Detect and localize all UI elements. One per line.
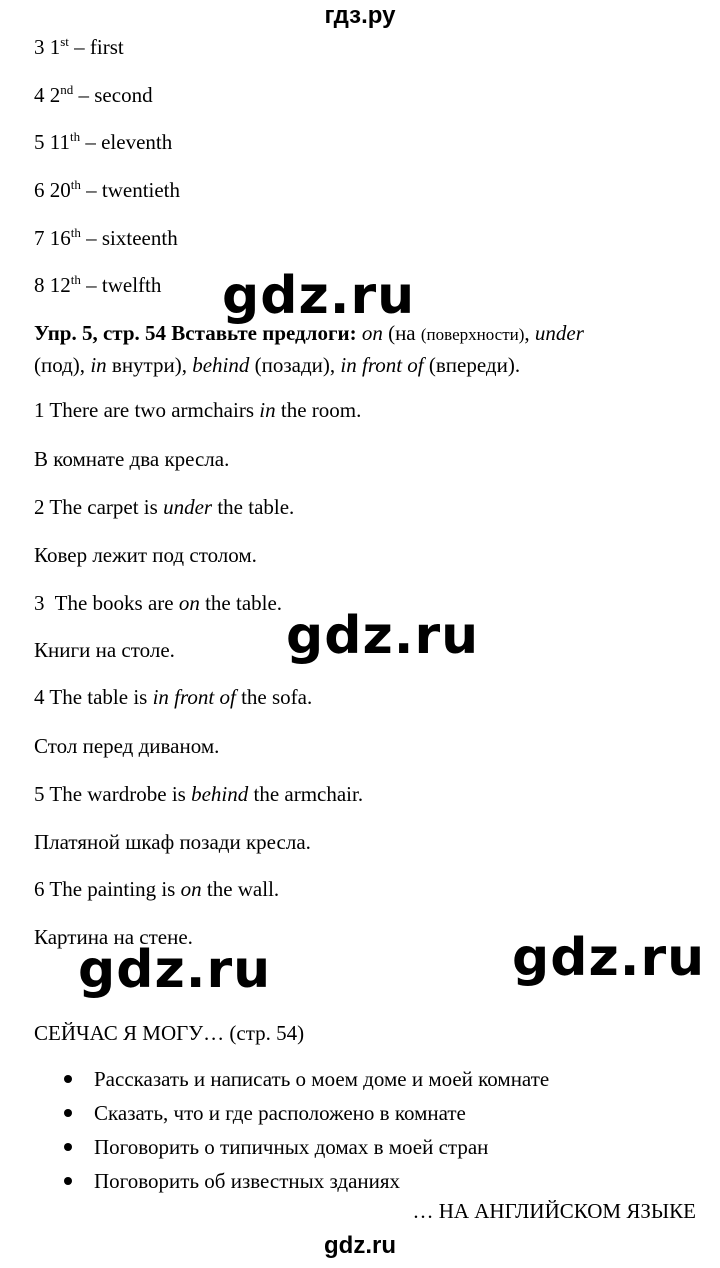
sentence-en: 3 The books are on the table. [34, 591, 283, 615]
list-item: Рассказать и написать о моем доме и моей комнате [60, 1066, 549, 1100]
footer-site-name: gdz.ru [324, 1232, 396, 1259]
exercise-heading-continued [34, 352, 520, 378]
item-number: 7 [34, 226, 45, 250]
ordinal-word: – twentieth [86, 178, 181, 202]
list-item: Поговорить о типичных домах в моей стран [60, 1134, 549, 1168]
sentence-ru: Картина на стене. [34, 925, 193, 949]
item-number: 5 [34, 130, 45, 154]
can-do-title: СЕЙЧАС Я МОГУ… (стр. 54) [34, 1021, 305, 1045]
ordinal-suffix: th [70, 177, 81, 192]
sentence-en: 6 The painting is on the wall. [34, 877, 280, 901]
ordinal-word: – second [78, 83, 153, 107]
inserted-preposition: on [180, 877, 202, 901]
preposition-en: in front of [340, 353, 424, 377]
ordinal-digits: 20 [49, 178, 71, 202]
list-item: Сказать, что и где расположено в комнате [60, 1100, 549, 1134]
ordinal-suffix: st [60, 34, 69, 49]
preposition-ru: (впереди). [423, 353, 521, 377]
sentence-en: 2 The carpet is under the table. [34, 495, 295, 519]
preposition-ru: (под), [34, 353, 91, 377]
ordinal-suffix: th [70, 272, 81, 287]
inserted-preposition: on [178, 591, 200, 615]
preposition-en: in [90, 353, 107, 377]
inserted-preposition: under [163, 495, 213, 519]
ordinal-digits: 16 [49, 226, 71, 250]
sentence-ru: Ковер лежит под столом. [34, 543, 257, 567]
inserted-preposition: in [259, 398, 276, 422]
exercise-title: Упр. 5, стр. 54 Вставьте предлоги: [34, 321, 357, 345]
item-number: 3 [34, 35, 45, 59]
ordinal-digits: 11 [49, 130, 70, 154]
preposition-en: behind [192, 353, 250, 377]
ordinal-word: – eleventh [85, 130, 173, 154]
ordinal-item [34, 272, 161, 298]
preposition-ru: , [524, 321, 535, 345]
ordinal-item [34, 225, 178, 251]
ordinal-item [34, 82, 153, 108]
sentence-ru: Платяной шкаф позади кресла. [34, 830, 311, 854]
bullet-icon [64, 1075, 72, 1083]
ordinal-suffix: th [69, 129, 81, 144]
ordinal-word: – first [74, 35, 124, 59]
watermark: gdz.ru [286, 606, 480, 666]
bullet-icon [64, 1143, 72, 1151]
sentence-en: 4 The table is in front of the sofa. [34, 685, 313, 709]
ordinal-word: – twelfth [86, 273, 162, 297]
preposition-en: on [361, 321, 383, 345]
list-item: Поговорить об известных зданиях [60, 1168, 549, 1202]
ordinal-item [34, 177, 180, 203]
can-do-list [60, 1066, 549, 1202]
item-number: 8 [34, 273, 45, 297]
ordinal-digits: 2 [49, 83, 61, 107]
bullet-icon [64, 1177, 72, 1185]
can-do-tail: … НА АНГЛИЙСКОМ ЯЗЫКЕ [412, 1199, 696, 1223]
header-site-name: гдз.ру [324, 2, 396, 29]
exercise-heading [34, 320, 584, 348]
inserted-preposition: in front of [152, 685, 236, 709]
preposition-en: under [534, 321, 584, 345]
ordinal-suffix: nd [60, 82, 74, 97]
ordinal-word: – sixteenth [86, 226, 178, 250]
watermark: gdz.ru [222, 266, 416, 326]
ordinal-digits: 12 [49, 273, 71, 297]
item-number: 6 [34, 178, 45, 202]
ordinal-item [34, 34, 124, 60]
watermark: gdz.ru [78, 940, 272, 1000]
ordinal-digits: 1 [49, 35, 61, 59]
sentence-en: 1 There are two armchairs in the room. [34, 398, 362, 422]
preposition-ru: (на [382, 321, 421, 345]
ordinal-suffix: th [70, 225, 81, 240]
watermark: gdz.ru [512, 928, 706, 988]
sentence-ru: Книги на столе. [34, 638, 175, 662]
preposition-ru-note: (поверхности) [420, 325, 525, 344]
preposition-ru: (позади), [249, 353, 341, 377]
ordinal-item [34, 129, 172, 155]
sentence-en: 5 The wardrobe is behind the armchair. [34, 782, 364, 806]
bullet-icon [64, 1109, 72, 1117]
sentence-ru: В комнате два кресла. [34, 447, 230, 471]
sentence-ru: Стол перед диваном. [34, 734, 220, 758]
item-number: 4 [34, 83, 45, 107]
preposition-ru: внутри), [106, 353, 193, 377]
inserted-preposition: behind [191, 782, 249, 806]
